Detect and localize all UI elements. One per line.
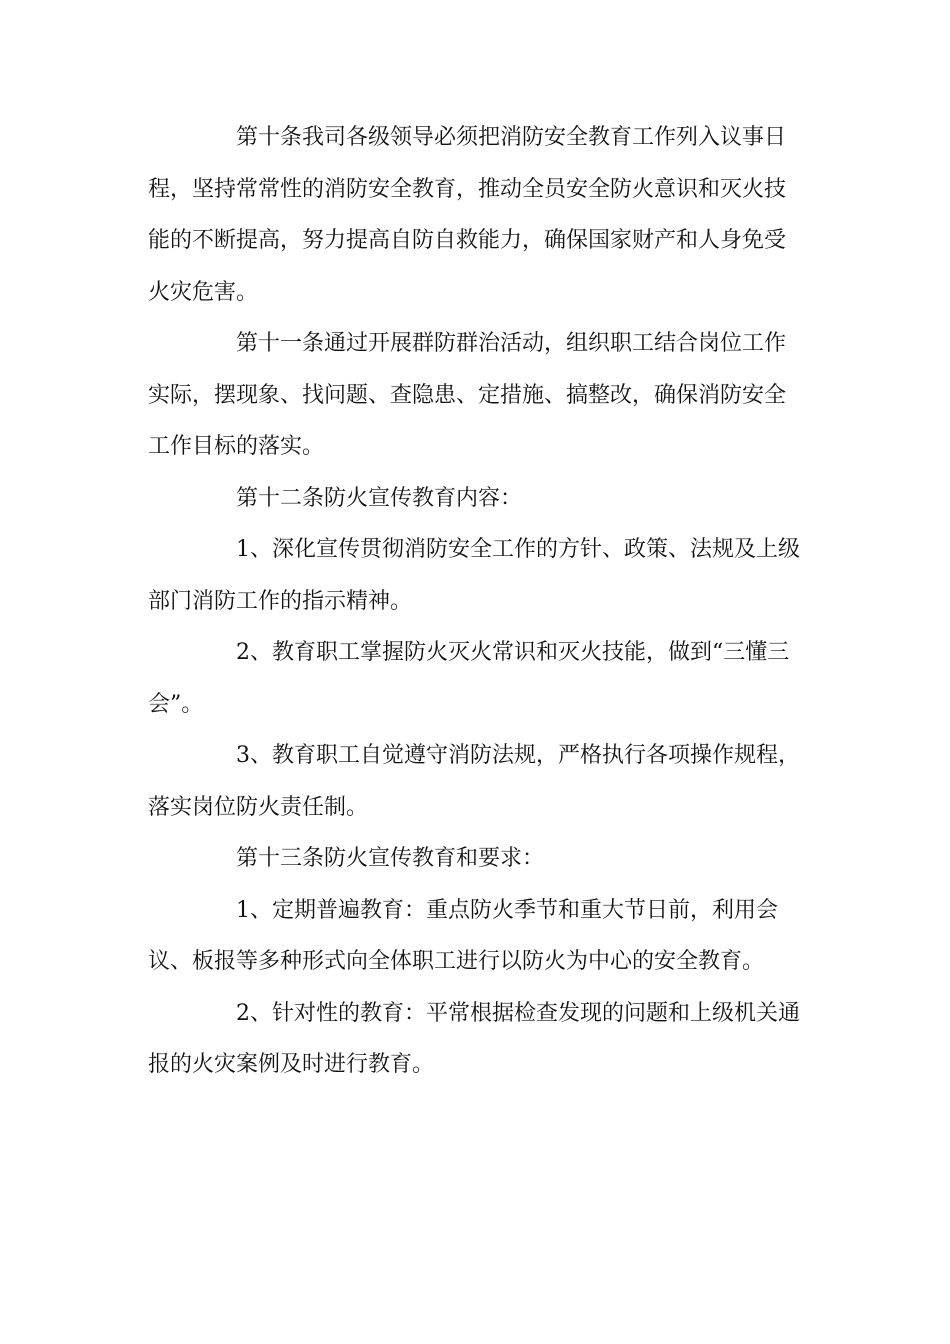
- text-line: 落实岗位防火责任制。: [148, 794, 369, 820]
- text-line: 程，坚持常常性的消防安全教育，推动全员安全防火意识和灭火技: [148, 176, 787, 202]
- text-line: 报的火灾案例及时进行教育。: [148, 1052, 435, 1077]
- text-line: 工作目标的落实。: [148, 434, 325, 459]
- paragraph-article-12-item-1: [148, 524, 808, 627]
- text-line: 部门消防工作的指示精神。: [148, 588, 413, 614]
- document-body: [148, 112, 808, 1091]
- text-line: 第十三条防火宣传教育和要求：: [236, 846, 545, 871]
- text-line: 第十二条防火宣传教育内容：: [236, 485, 523, 511]
- text-line: 议、板报等多种形式向全体职工进行以防火为中心的安全教育。: [148, 949, 765, 974]
- paragraph-article-13-item-2: [148, 988, 808, 1091]
- paragraph-article-12-item-2: [148, 627, 808, 730]
- paragraph-article-12-item-3: [148, 730, 808, 833]
- text-line: 实际，摆现象、找问题、查隐患、定措施、搞整改，确保消防安全: [148, 382, 787, 408]
- text-line: 能的不断提高，努力提高自防自救能力，确保国家财产和人身免受: [148, 228, 787, 253]
- text-line: 2、针对性的教育：平常根据检查发现的问题和上级机关通: [236, 1000, 800, 1026]
- text-line: 会”。: [148, 691, 204, 717]
- paragraph-article-13-item-1: [148, 885, 808, 988]
- paragraph-article-13-heading: [148, 833, 808, 885]
- text-line: 火灾危害。: [148, 279, 259, 305]
- paragraph-article-10: [148, 112, 808, 318]
- text-line: 2、教育职工掌握防火灭火常识和灭火技能，做到“三懂三: [236, 640, 790, 665]
- paragraph-article-12-heading: [148, 473, 808, 525]
- text-line: 第十一条通过开展群防群治活动，组织职工结合岗位工作: [236, 331, 787, 356]
- text-line: 1、定期普遍教育：重点防火季节和重大节日前，利用会: [236, 897, 778, 923]
- text-line: 3、教育职工自觉遵守消防法规，严格执行各项操作规程，: [236, 743, 800, 768]
- text-line: 第十条我司各级领导必须把消防安全教育工作列入议事日: [236, 125, 787, 150]
- paragraph-article-11: [148, 318, 808, 473]
- text-line: 1、深化宣传贯彻消防安全工作的方针、政策、法规及上级: [236, 537, 800, 562]
